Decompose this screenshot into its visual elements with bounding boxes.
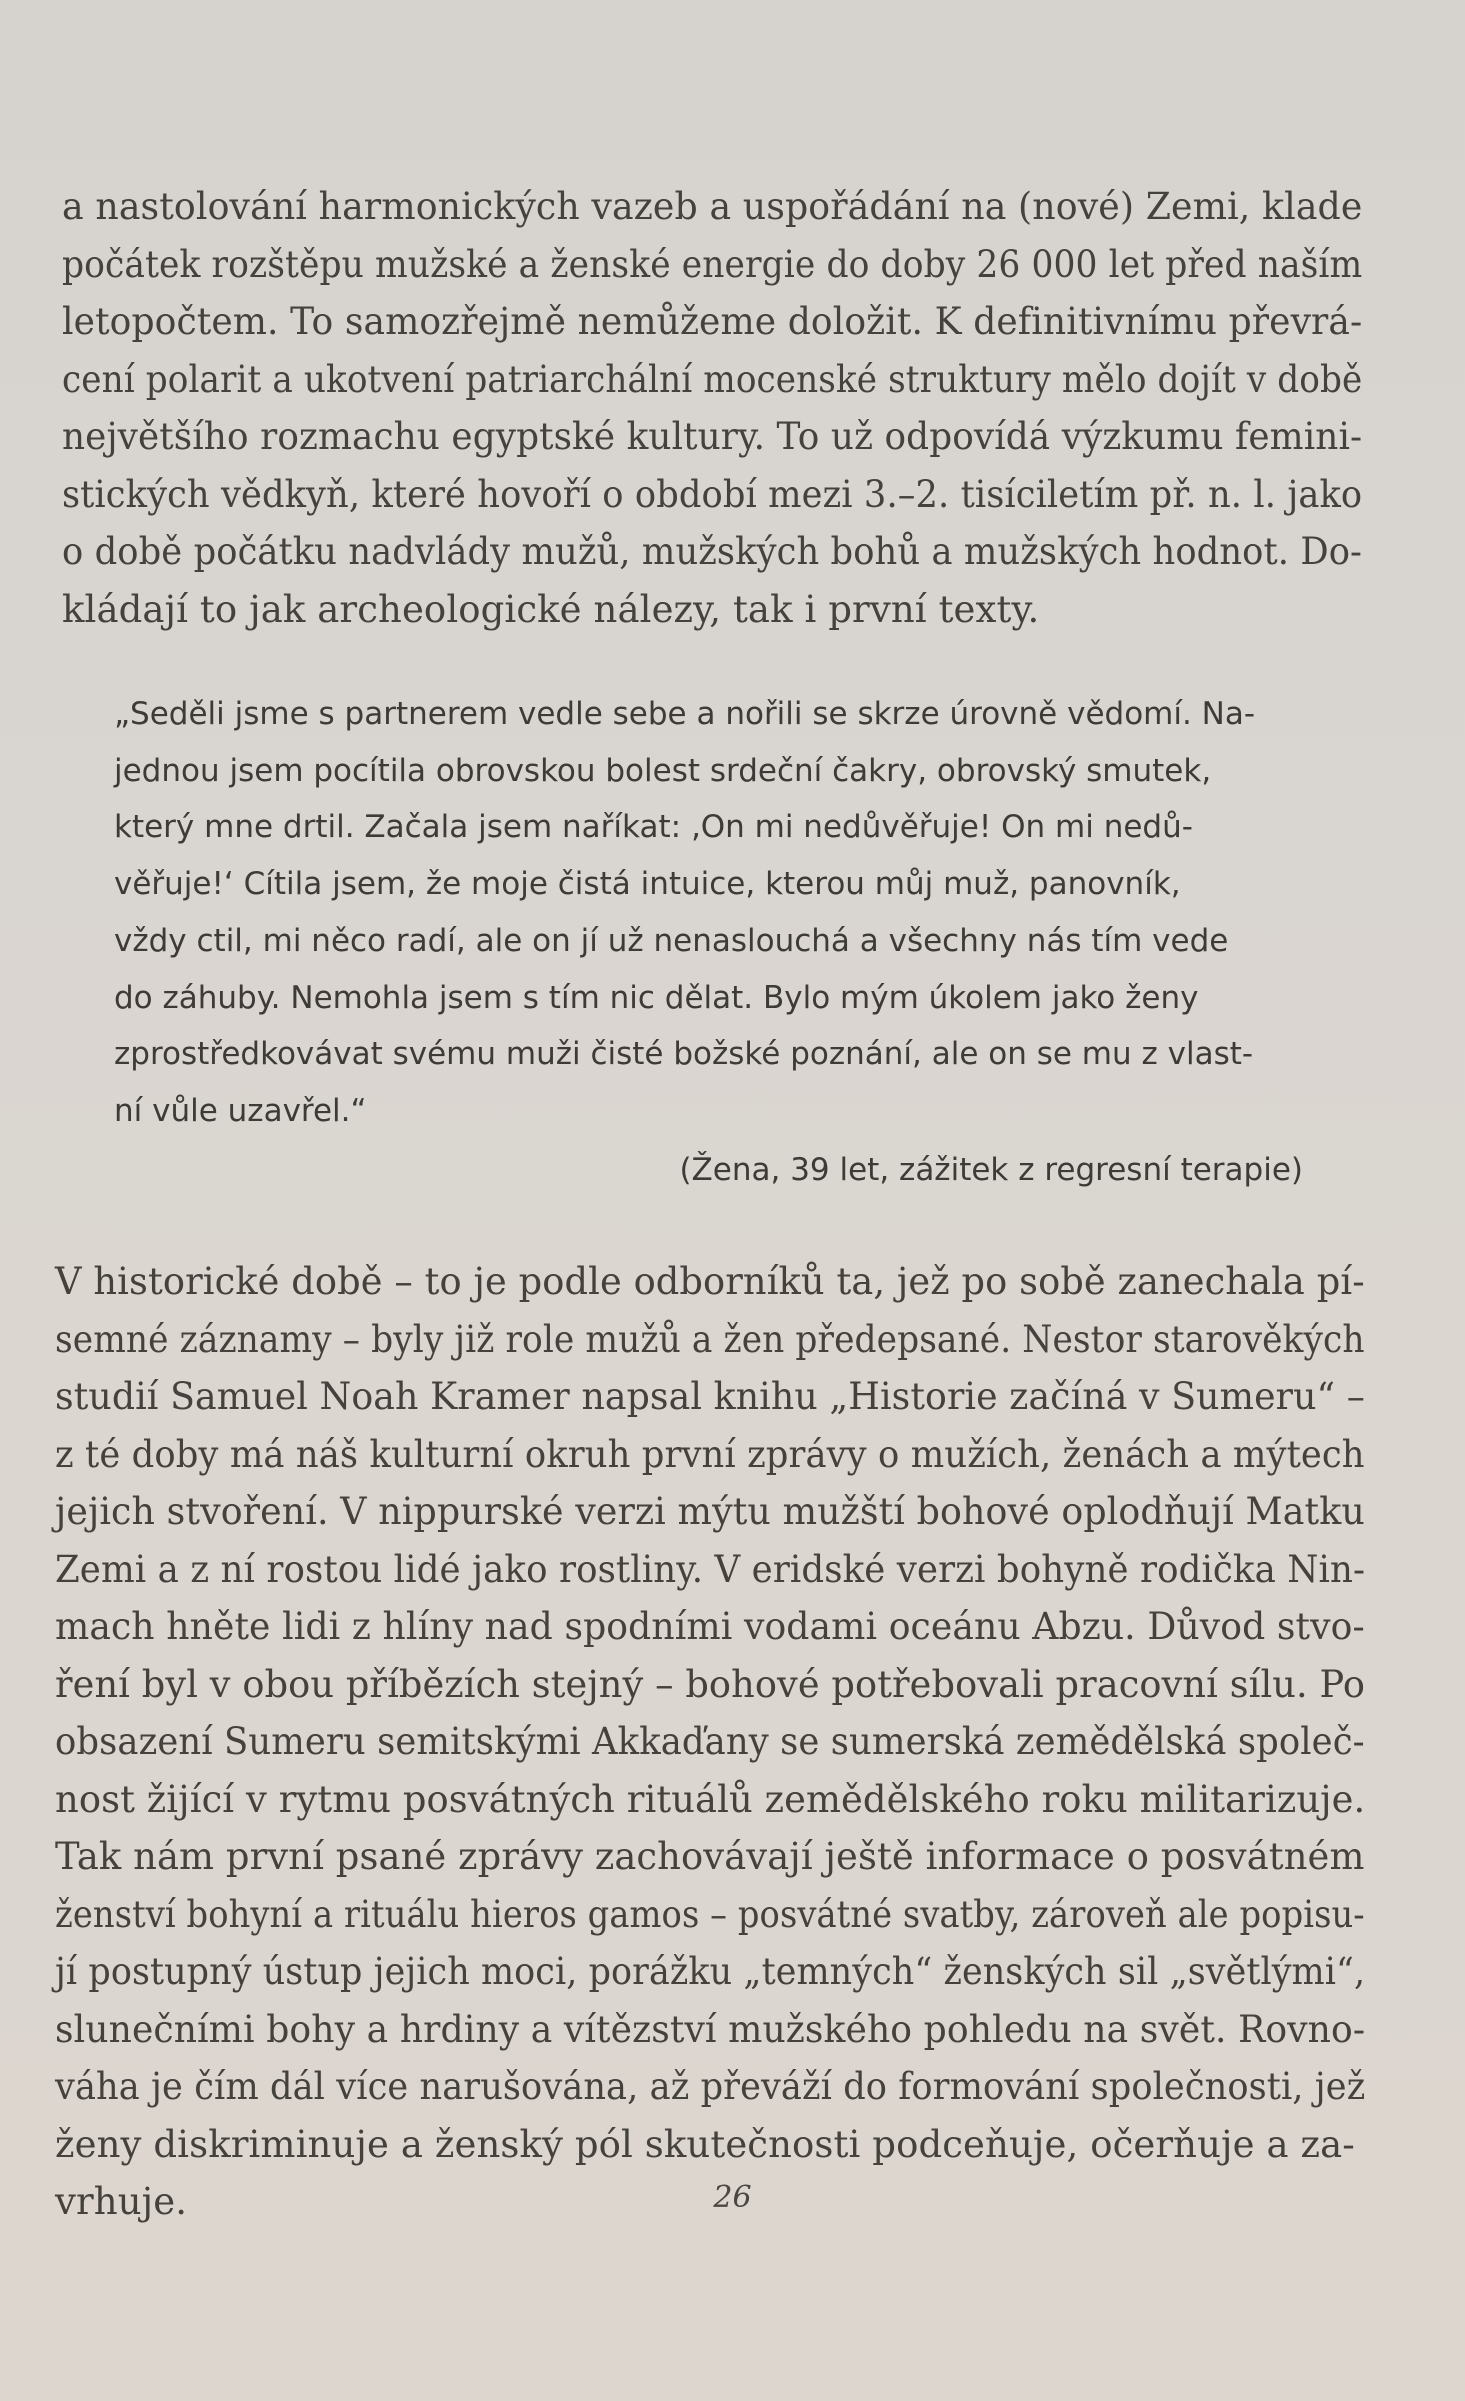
quote-line: vždy ctil, mi něco radí, ale on jí už nenaslouchá a všechny nás tím vede	[114, 922, 1229, 959]
quote-line: věřuje!‘ Cítila jsem, že moje čistá intuice, kterou můj muž, panovník,	[114, 866, 1181, 903]
text-line: ření byl v obou příbězích stejný – bohové potřebovali pracovní sílu. Po	[55, 1662, 1366, 1706]
text-line: mach hněte lidi z hlíny nad spodními vodami oceánu Abzu. Důvod stvo-	[55, 1605, 1365, 1648]
text-line: cení polarit a ukotvení patriarchální mocenské struktury mělo dojít v době	[62, 357, 1363, 401]
text-line: z té doby má náš kulturní okruh první zprávy o mužích, ženách a mýtech	[55, 1432, 1365, 1476]
text-line: obsazení Sumeru semitskými Akkaďany se sumerská zemědělská společ-	[55, 1720, 1365, 1763]
quote-line: zprostředkovávat svému muži čisté božské poznání, ale on se mu z vlast-	[114, 1036, 1254, 1073]
quote-attribution: (Žena, 39 let, zážitek z regresní terapie)	[679, 1152, 1303, 1188]
text-line: semné záznamy – byly již role mužů a žen předepsané. Nestor starověkých	[55, 1317, 1365, 1361]
quote-line: „Seděli jsme s partnerem vedle sebe a nořili se skrze úrovně vědomí. Na-	[114, 696, 1256, 732]
text-line: vrhuje.	[55, 2180, 188, 2223]
text-line: ženství bohyní a rituálu hieros gamos – posvátné svatby, zároveň ale popisu-	[55, 1892, 1365, 1936]
text-line: o době počátku nadvlády mužů, mužských bohů a mužských hodnot. Do-	[62, 530, 1363, 573]
text-line: kládají to jak archeologické nálezy, tak i první texty.	[62, 587, 1040, 631]
quote-line: který mne drtil. Začala jsem naříkat: ‚On mi nedůvěřuje! On mi nedů-	[114, 809, 1193, 846]
text-line: nost žijící v rytmu posvátných rituálů zemědělského roku militarizuje.	[55, 1777, 1366, 1821]
text-line: V historické době – to je podle odborníků ta, jež po sobě zanechala pí-	[55, 1260, 1365, 1303]
text-line: a nastolování harmonických vazeb a uspořádání na (nové) Zemi, klade	[62, 185, 1363, 228]
page-number: 26	[713, 2180, 752, 2215]
main-paragraph	[55, 1253, 1365, 2231]
text-line: Tak nám první psané zprávy zachovávají ještě informace o posvátném	[55, 1835, 1365, 1878]
quote-line: do záhuby. Nemohla jsem s tím nic dělat. Bylo mým úkolem jako ženy	[114, 979, 1199, 1016]
text-line: studií Samuel Noah Kramer napsal knihu „Historie začíná v Sumeru“ –	[55, 1375, 1366, 1418]
quote-line: jednou jsem pocítila obrovskou bolest srdeční čakry, obrovský smutek,	[114, 752, 1212, 789]
text-line: slunečními bohy a hrdiny a vítězství mužského pohledu na svět. Rovno-	[55, 2007, 1366, 2051]
text-line: jí postupný ústup jejich moci, porážku „temných“ ženských sil „světlými“,	[55, 1950, 1366, 1993]
block-quote	[114, 686, 1314, 1140]
text-line: letopočtem. To samozřejmě nemůžeme doložit. K definitivnímu převrá-	[62, 300, 1363, 343]
quote-line: ní vůle uzavřel.“	[114, 1092, 367, 1129]
text-line: největšího rozmachu egyptské kultury. To už odpovídá výzkumu femini-	[62, 415, 1363, 458]
text-line: ženy diskriminuje a ženský pól skutečnosti podceňuje, očerňuje a za-	[55, 2122, 1355, 2166]
text-line: jejich stvoření. V nippurské verzi mýtu mužští bohové oplodňují Matku	[55, 1490, 1365, 1533]
text-line: stických vědkyň, které hovoří o období mezi 3.–2. tisíciletím př. n. l. jako	[62, 472, 1363, 516]
text-line: Zemi a z ní rostou lidé jako rostliny. V eridské verzi bohyně rodička Nin-	[55, 1547, 1366, 1591]
text-line: váha je čím dál více narušována, až převáží do formování společnosti, jež	[55, 2065, 1366, 2108]
intro-paragraph	[62, 178, 1362, 638]
text-line: počátek rozštěpu mužské a ženské energie do doby 26 000 let před naším	[62, 242, 1363, 286]
